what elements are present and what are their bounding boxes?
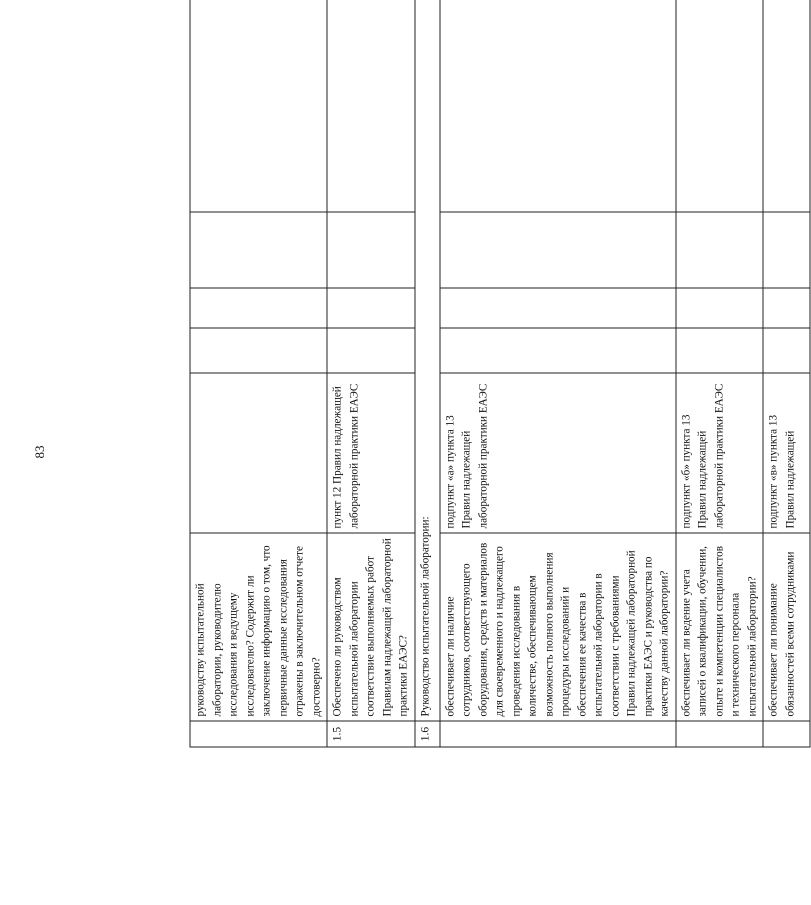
answer-na-cell: [676, 212, 764, 288]
row-number: [763, 721, 810, 747]
table-row: [415, 0, 440, 747]
answer-yes-cell: [440, 328, 676, 373]
rotated-checklist-table: [190, 0, 796, 748]
row-number: [190, 721, 327, 747]
notes-cell: [763, 0, 810, 212]
table-row: [676, 0, 764, 747]
section-heading: Руководство испытательной лаборатории:: [415, 0, 440, 721]
table-row: [763, 0, 810, 747]
row-number: 1.6: [415, 721, 440, 747]
answer-yes-cell: [190, 328, 327, 373]
answer-yes-cell: [763, 328, 810, 373]
question-cell: Обеспечено ли руководством испытательной лаборатории соответствие выполняемых работ Правилам надлежащей лабораторной практики ЕАЭС?: [327, 533, 415, 721]
reference-cell: подпункт «в» пункта 13 Правил надлежащей: [763, 373, 810, 533]
answer-no-cell: [763, 288, 810, 328]
answer-no-cell: [190, 288, 327, 328]
question-cell: руководству испытательной лаборатории, руководителю исследования и ведущему исследователю? Содержит ли заключение информацию о том, что первичные данные исследования отражены в заключительном отчете достоверно?: [190, 533, 327, 721]
answer-na-cell: [190, 212, 327, 288]
page-number: 83: [32, 445, 47, 459]
reference-cell: подпункт «б» пункта 13 Правил надлежащей лабораторной практики ЕАЭС: [676, 373, 764, 533]
answer-no-cell: [440, 288, 676, 328]
question-cell: обеспечивает ли наличие сотрудников, соответствующего оборудования, средств и материалов для своевременного и надлежащего проведения исследования в количестве, обеспечивающем возможность полного выполнения процедуры исследований и обеспечения ее качества в испытательной лаборатории в соответствии с требованиями Правил надлежащей лабораторной практики ЕАЭС и руководства по качеству данной лаборатории?: [440, 533, 676, 721]
answer-yes-cell: [676, 328, 764, 373]
row-number: 1.5: [327, 721, 415, 747]
notes-cell: [190, 0, 327, 212]
question-cell: обеспечивает ли ведение учета записей о квалификации, обучении, опыте и компетенции специалистов и технического персонала испытательной лаборатории?: [676, 533, 764, 721]
row-number: [440, 721, 676, 747]
table-row: [327, 0, 415, 747]
answer-yes-cell: [327, 328, 415, 373]
answer-no-cell: [676, 288, 764, 328]
table-row: [440, 0, 676, 747]
reference-cell: подпункт «а» пункта 13 Правил надлежащей лабораторной практики ЕАЭС: [440, 373, 676, 533]
answer-no-cell: [327, 288, 415, 328]
answer-na-cell: [763, 212, 810, 288]
answer-na-cell: [440, 212, 676, 288]
notes-cell: [440, 0, 676, 212]
answer-na-cell: [327, 212, 415, 288]
notes-cell: [676, 0, 764, 212]
reference-cell: пункт 12 Правил надлежащей лабораторной практики ЕАЭС: [327, 373, 415, 533]
table-row: [190, 0, 327, 747]
notes-cell: [327, 0, 415, 212]
row-number: [676, 721, 764, 747]
reference-cell: [190, 373, 327, 533]
checklist-table: [190, 0, 811, 748]
question-cell: обеспечивает ли понимание обязанностей всеми сотрудниками: [763, 533, 810, 721]
